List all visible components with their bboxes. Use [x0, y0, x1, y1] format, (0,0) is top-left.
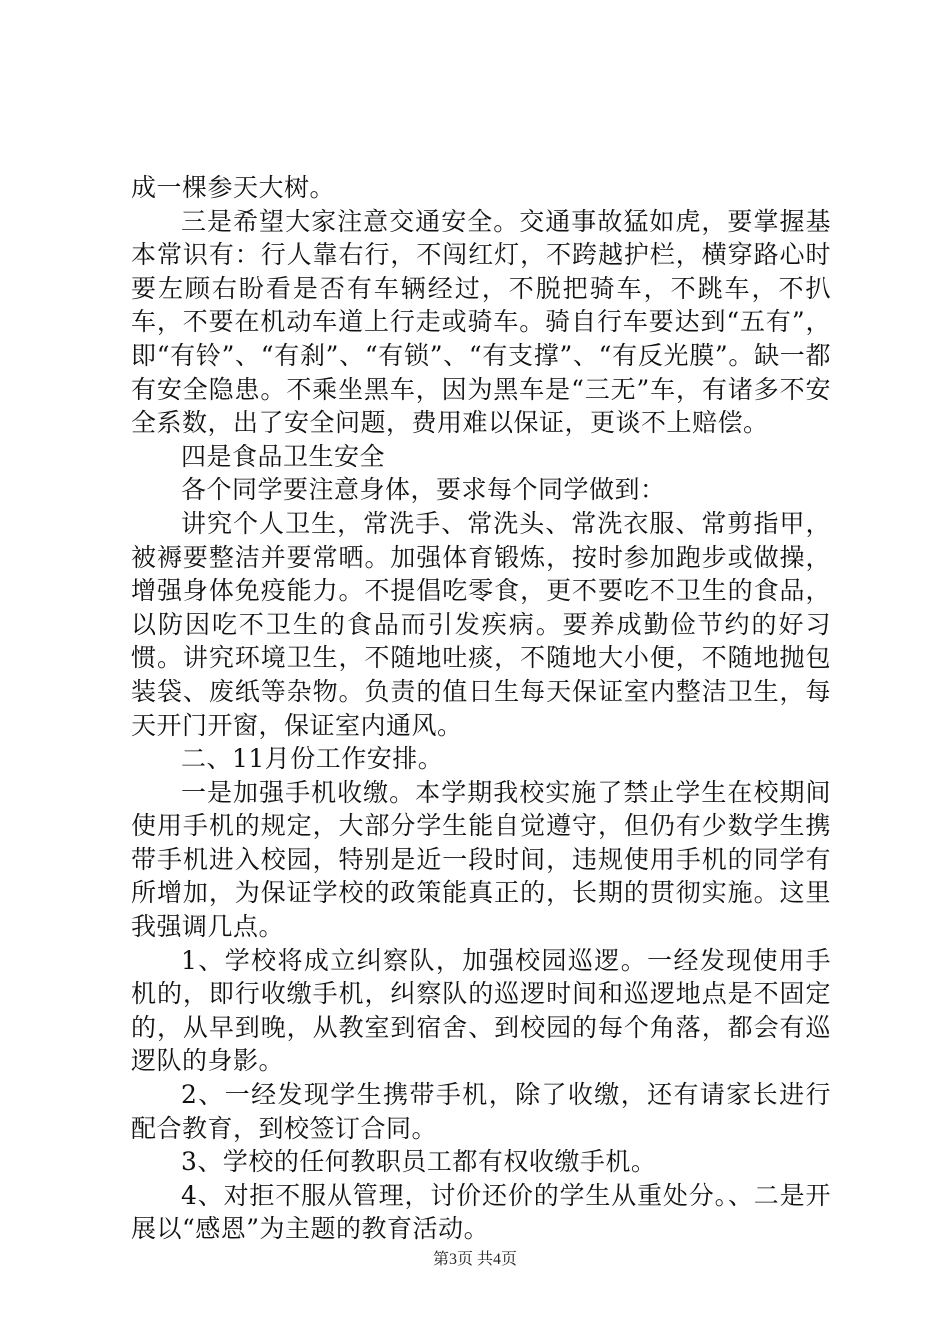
paragraph: 成一棵参天大树。 — [131, 173, 336, 202]
list-item: 1、学校将成立纠察队，加强校园巡逻。一经发现使用手机的，即行收缴手机，纠察队的巡逻时间和巡逻地点是不固定的，从早到晚，从教室到宿舍、到校园的每个角落，都会有巡逻队的身影。 — [131, 945, 831, 1076]
list-item: 4、对拒不服从管理，讨价还价的学生从重处分。、二是开展以“感恩”为主题的教育活动。 — [131, 1180, 831, 1244]
list-item: 3、学校的任何教职员工都有权收缴手机。 — [181, 1147, 657, 1177]
section-heading: 四是食品卫生安全 — [181, 441, 386, 471]
list-item: 2、一经发现学生携带手机，除了收缴，还有请家长进行配合教育，到校签订合同。 — [131, 1080, 831, 1143]
paragraph: 一是加强手机收缴。本学期我校实施了禁止学生在校期间使用手机的规定，大部分学生能自觉遵守，但仍有少数学生携带手机进入校园，特别是近一段时间，违规使用手机的同学有所增加，为保证学校的政策能真正的，长期的贯彻实施。这里我强调几点。 — [131, 777, 831, 942]
section-heading: 二、11月份工作安排。 — [181, 744, 444, 774]
paragraph: 讲究个人卫生，常洗手、常洗头、常洗衣服、常剪指甲，被褥要整洁并要常晒。加强体育锻炼，按时参加跑步或做操，增强身体免疫能力。不提倡吃零食，更不要吃不卫生的食品，以防因吃不卫生的食品而引发疾病。要养成勤俭节约的好习惯。讲究环境卫生，不随地吐痰，不随地大小便，不随地抛包装袋、废纸等杂物。负责的值日生每天保证室内整洁卫生，每天开门开窗，保证室内通风。 — [131, 508, 831, 740]
paragraph: 各个同学要注意身体，要求每个同学做到： — [181, 475, 666, 505]
paragraph: 三是希望大家注意交通安全。交通事故猛如虎，要掌握基本常识有：行人靠右行，不闯红灯，不跨越护栏，横穿路心时要左顾右盼看是否有车辆经过，不脱把骑车，不跳车，不扒车，不要在机动车道上行走或骑车。骑自行车要达到“五有”，即“有铃”、“有刹”、“有锁”、“有支撑”、“有反光膜”。缺一都有安全隐患。不乘坐黑车，因为黑车是“三无”车，有诸多不安全系数，出了安全问题，费用难以保证，更谈不上赔偿。 — [131, 206, 831, 438]
document-body — [131, 171, 831, 1246]
page-footer: 第3页 共4页 — [432, 1251, 517, 1268]
